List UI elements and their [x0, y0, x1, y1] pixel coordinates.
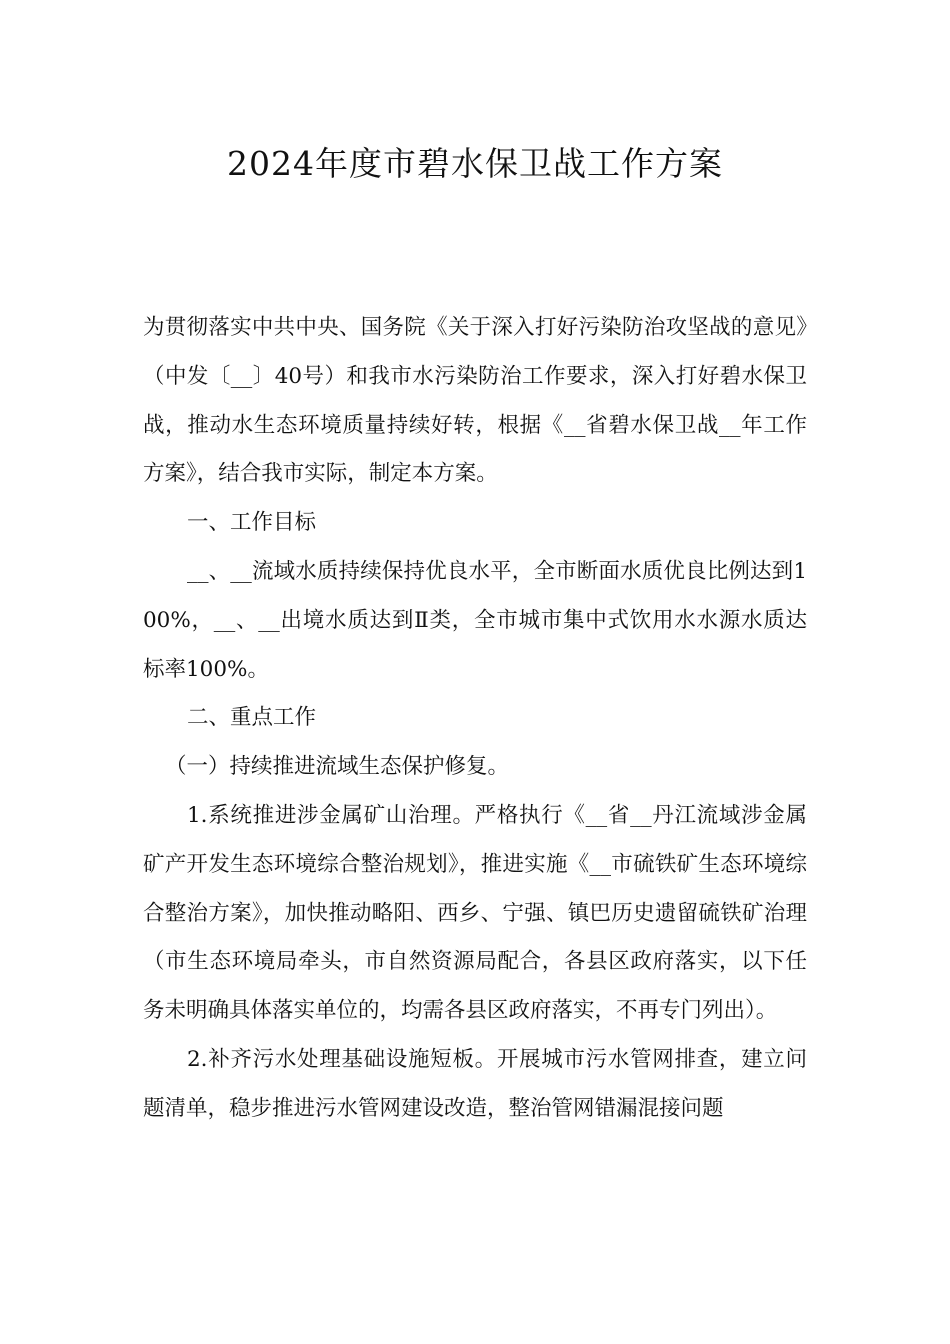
section-heading-key-work: 二、重点工作: [187, 705, 317, 731]
document-body: [143, 304, 807, 1134]
goals-paragraph: __、__流域水质持续保持优良水平，全市断面水质优良比例达到100%，__、__出境水质达到Ⅱ类，全市城市集中式饮用水水源水质达标率100%。: [143, 558, 807, 682]
intro-paragraph: 为贯彻落实中共中央、国务院《关于深入打好污染防治攻坚战的意见》（中发〔__〕40号）和我市水污染防治工作要求，深入打好碧水保卫战，推动水生态环境质量持续好转，根据《__省碧水保卫战__年工作方案》，结合我市实际，制定本方案。: [143, 315, 807, 487]
subsection-heading-1: （一）持续推进流域生态保护修复。: [165, 754, 510, 780]
section-heading-goals: 一、工作目标: [187, 510, 317, 536]
item-1-paragraph: 1.系统推进涉金属矿山治理。严格执行《__省__丹江流域涉金属矿产开发生态环境综合整治规划》，推进实施《__市硫铁矿生态环境综合整治方案》，加快推动略阳、西乡、宁强、镇巴历史遗留硫铁矿治理（市生态环境局牵头，市自然资源局配合，各县区政府落实，以下任务未明确具体落实单位的，均需各县区政府落实，不再专门列出）。: [143, 802, 807, 1024]
item-2-paragraph: 2.补齐污水处理基础设施短板。开展城市污水管网排查，建立问题清单，稳步推进污水管网建设改造，整治管网错漏混接问题: [143, 1046, 807, 1121]
document-title: 2024年度市碧水保卫战工作方案: [227, 144, 723, 183]
